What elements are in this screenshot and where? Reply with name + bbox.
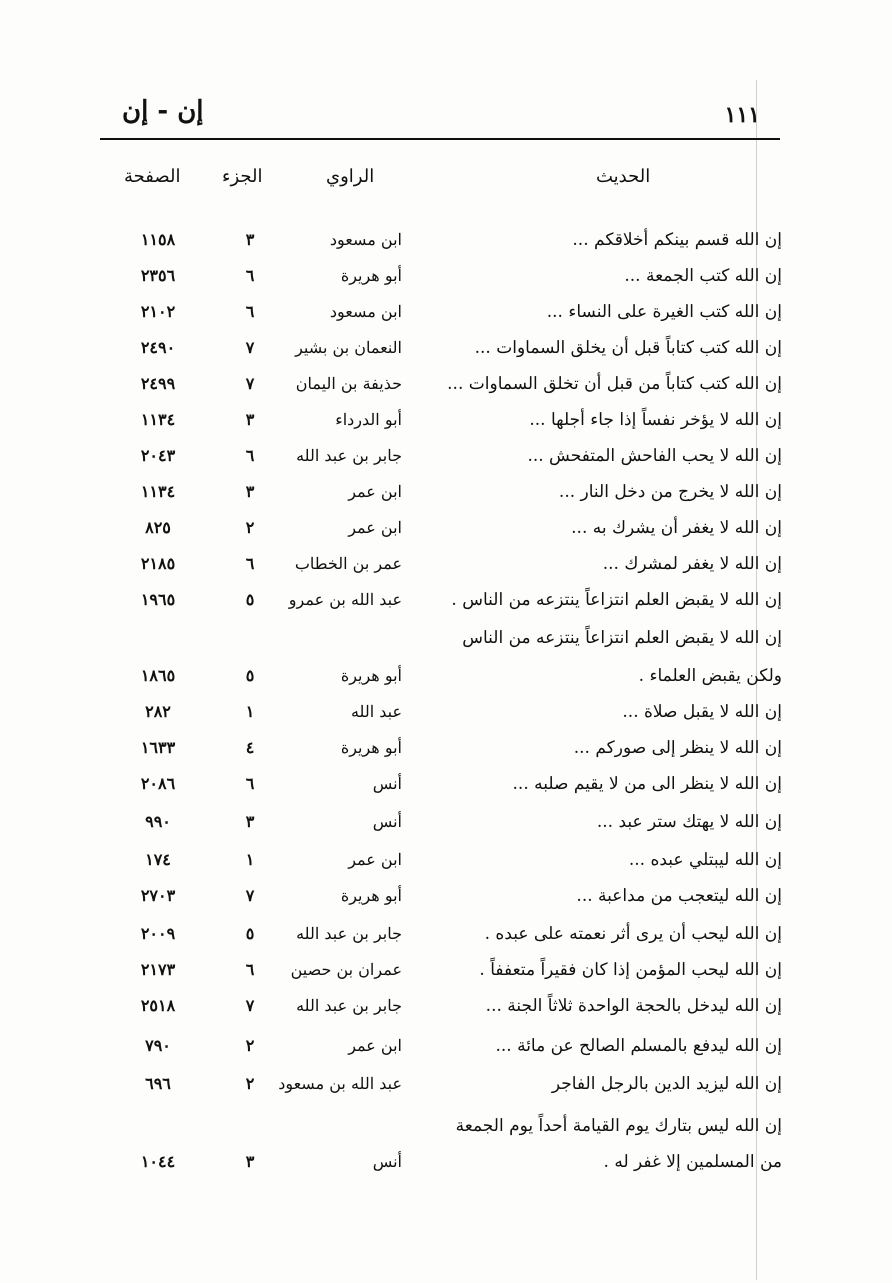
table-row — [0, 698, 892, 734]
narrator: عبد الله بن مسعود — [278, 1074, 402, 1093]
narrator: حذيفة بن اليمان — [295, 374, 402, 393]
hadith-text: إن الله لا يغفر لمشرك ... — [602, 554, 782, 574]
hadith-text: إن الله كتب الغيرة على النساء ... — [546, 302, 782, 322]
hadith-text: إن الله ليحب أن يرى أثر نعمته على عبده . — [484, 924, 782, 944]
table-row — [0, 992, 892, 1028]
narrator: عمران بن حصين — [290, 960, 402, 979]
table-row — [0, 624, 892, 660]
volume: ٢ — [245, 518, 255, 537]
page-ref: ٢٠٨٦ — [140, 774, 176, 793]
table-row — [0, 1032, 892, 1068]
table-row — [0, 846, 892, 882]
hadith-text: إن الله ليس بتارك يوم القيامة أحداً يوم الجمعة — [455, 1116, 782, 1136]
page-ref: ١٠٤٤ — [140, 1152, 176, 1171]
hadith-text: إن الله لا ينظر الى من لا يقيم صلبه ... — [512, 774, 782, 794]
narrator: أنس — [372, 1152, 402, 1171]
table-row — [0, 734, 892, 770]
hadith-text: إن الله ليتعجب من مداعبة ... — [576, 886, 782, 906]
hadith-text: إن الله كتب الجمعة ... — [624, 266, 782, 286]
page-ref: ٢٧٠٣ — [140, 886, 176, 905]
hadith-text: إن الله لا يغفر أن يشرك به ... — [571, 518, 782, 538]
volume: ٧ — [245, 996, 255, 1015]
hadith-text: إن الله لا يقبض العلم انتزاعاً ينتزعه من الناس . — [451, 590, 782, 610]
narrator: النعمان بن بشير — [295, 338, 402, 357]
narrator: جابر بن عبد الله — [296, 924, 402, 943]
hadith-text: إن الله قسم بينكم أخلاقكم ... — [572, 230, 782, 250]
volume: ٣ — [245, 812, 255, 831]
page-ref: ٢٨٢ — [145, 702, 171, 721]
hadith-text: إن الله كتب كتاباً من قبل أن تخلق السماوات ... — [447, 374, 782, 394]
narrator: جابر بن عبد الله — [296, 996, 402, 1015]
table-row — [0, 920, 892, 956]
table-row — [0, 298, 892, 334]
page-ref: ٦٩٦ — [145, 1074, 171, 1093]
hadith-text: من المسلمين إلا غفر له . — [603, 1152, 782, 1172]
page-ref: ٢٣٥٦ — [140, 266, 176, 285]
table-row — [0, 262, 892, 298]
page-ref: ١٦٣٣ — [140, 738, 176, 757]
hadith-text: إن الله لا يقبل صلاة ... — [622, 702, 782, 722]
narrator: أنس — [372, 774, 402, 793]
page-ref: ١١٥٨ — [140, 230, 176, 249]
page-ref: ١١٣٤ — [140, 482, 176, 501]
table-row — [0, 662, 892, 698]
volume: ٦ — [245, 774, 255, 793]
volume: ٥ — [245, 666, 255, 685]
volume: ٥ — [245, 924, 255, 943]
letter-range: إن - إن — [122, 96, 204, 126]
narrator: أبو هريرة — [340, 886, 402, 905]
volume: ٣ — [245, 410, 255, 429]
column-header-volume: الجزء — [222, 166, 263, 187]
page-ref: ٢٤٩٩ — [140, 374, 176, 393]
table-row — [0, 550, 892, 586]
page-ref: ٢٠٤٣ — [140, 446, 176, 465]
table-row — [0, 226, 892, 262]
page-ref: ٢١٧٣ — [140, 960, 176, 979]
hadith-text: إن الله ليدفع بالمسلم الصالح عن مائة ... — [495, 1036, 782, 1056]
volume: ٢ — [245, 1074, 255, 1093]
narrator: عمر بن الخطاب — [294, 554, 402, 573]
table-row — [0, 334, 892, 370]
hadith-text: ولكن يقبض العلماء . — [638, 666, 782, 686]
narrator: أبو الدرداء — [335, 410, 402, 429]
table-row — [0, 442, 892, 478]
table-row — [0, 406, 892, 442]
page-ref: ٧٩٠ — [145, 1036, 171, 1055]
page-ref: ٨٢٥ — [145, 518, 171, 537]
page-ref: ١٩٦٥ — [140, 590, 176, 609]
table-row — [0, 808, 892, 844]
volume: ٣ — [245, 230, 255, 249]
hadith-text: إن الله لا ينظر إلى صوركم ... — [573, 738, 782, 758]
page-number: ١١١ — [724, 102, 760, 128]
narrator: عبد الله بن عمرو — [288, 590, 402, 609]
volume: ٦ — [245, 446, 255, 465]
volume: ٣ — [245, 1152, 255, 1171]
narrator: أبو هريرة — [340, 266, 402, 285]
table-row — [0, 956, 892, 992]
volume: ٧ — [245, 338, 255, 357]
narrator: أبو هريرة — [340, 738, 402, 757]
volume: ١ — [245, 702, 255, 721]
hadith-text: إن الله لا يقبض العلم انتزاعاً ينتزعه من الناس — [462, 628, 782, 648]
table-row — [0, 586, 892, 622]
hadith-text: إن الله لا يحب الفاحش المتفحش ... — [527, 446, 782, 466]
table-row — [0, 478, 892, 514]
page-ref: ٩٩٠ — [145, 812, 171, 831]
narrator: أنس — [372, 812, 402, 831]
hadith-text: إن الله ليزيد الدين بالرجل الفاجر — [551, 1074, 782, 1094]
page-ref: ٢٠٠٩ — [140, 924, 176, 943]
narrator: عبد الله — [350, 702, 402, 721]
narrator: جابر بن عبد الله — [296, 446, 402, 465]
volume: ٧ — [245, 886, 255, 905]
page-ref: ٢٤٩٠ — [140, 338, 176, 357]
volume: ٦ — [245, 302, 255, 321]
table-row — [0, 1070, 892, 1106]
table-row — [0, 1148, 892, 1184]
table-row — [0, 1112, 892, 1148]
volume: ٣ — [245, 482, 255, 501]
narrator: ابن عمر — [348, 850, 402, 869]
page-ref: ١٨٦٥ — [140, 666, 176, 685]
hadith-text: إن الله ليحب المؤمن إذا كان فقيراً متعففاً . — [479, 960, 782, 980]
hadith-text: إن الله ليبتلي عبده ... — [628, 850, 782, 870]
narrator: ابن عمر — [348, 482, 402, 501]
page-ref: ٢٥١٨ — [140, 996, 176, 1015]
narrator: ابن عمر — [348, 518, 402, 537]
table-row — [0, 770, 892, 806]
page-ref: ٢١٨٥ — [140, 554, 176, 573]
volume: ٦ — [245, 554, 255, 573]
volume: ٢ — [245, 1036, 255, 1055]
column-header-narrator: الراوي — [326, 166, 375, 187]
volume: ٧ — [245, 374, 255, 393]
column-header-hadith: الحديث — [596, 166, 651, 187]
volume: ١ — [245, 850, 255, 869]
page-ref: ١٧٤ — [145, 850, 171, 869]
hadith-text: إن الله ليدخل بالحجة الواحدة ثلاثاً الجنة ... — [485, 996, 782, 1016]
hadith-text: إن الله لا يؤخر نفساً إذا جاء أجلها ... — [529, 410, 782, 430]
page-ref: ٢١٠٢ — [140, 302, 176, 321]
volume: ٦ — [245, 266, 255, 285]
volume: ٤ — [245, 738, 255, 757]
narrator: ابن مسعود — [329, 302, 402, 321]
table-row — [0, 514, 892, 550]
column-header-page: الصفحة — [124, 166, 181, 187]
hadith-text: إن الله كتب كتاباً قبل أن يخلق السماوات ... — [474, 338, 782, 358]
narrator: أبو هريرة — [340, 666, 402, 685]
table-row — [0, 370, 892, 406]
hadith-text: إن الله لا يخرج من دخل النار ... — [558, 482, 782, 502]
page-ref: ١١٣٤ — [140, 410, 176, 429]
table-row — [0, 882, 892, 918]
hadith-text: إن الله لا يهتك ستر عبد ... — [596, 812, 782, 832]
narrator: ابن مسعود — [329, 230, 402, 249]
narrator: ابن عمر — [348, 1036, 402, 1055]
volume: ٥ — [245, 590, 255, 609]
volume: ٦ — [245, 960, 255, 979]
